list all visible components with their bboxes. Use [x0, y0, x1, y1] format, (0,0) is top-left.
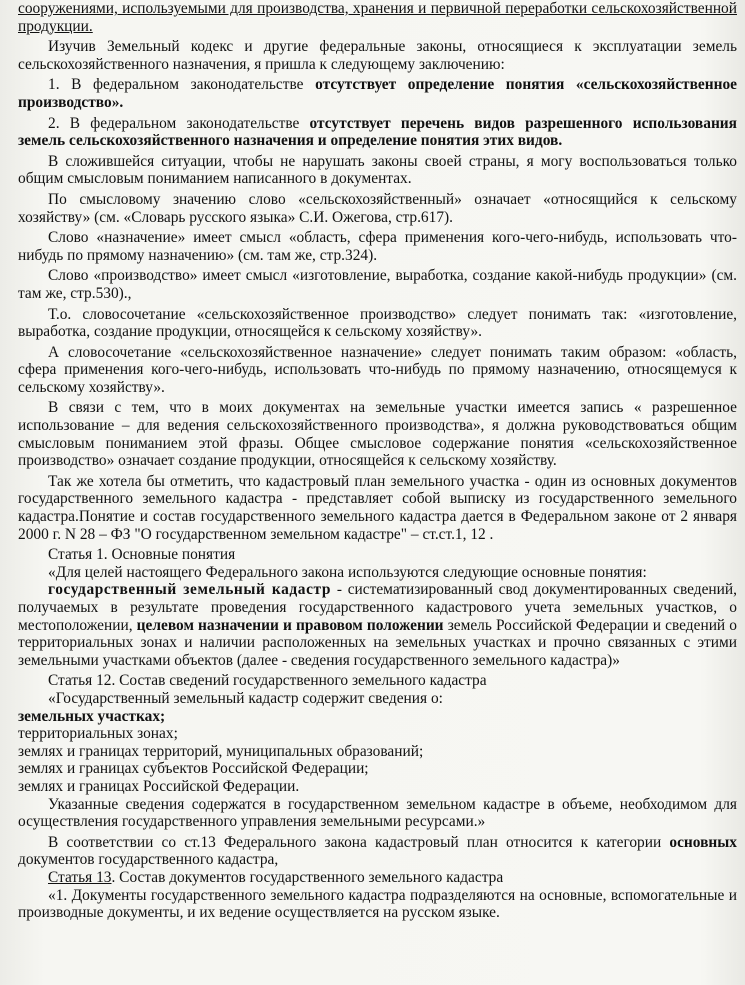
paragraph-cadastral-plan: Так же хотела бы отметить, что кадастровый план земельного участка - один из основных документов государственного земельного кадастра - представляет собой выписку из государственного земельного кадастра.Понятие и состав государственного земельного кадастра дается в Федеральном законе от 2 января 2000 г. N 28 – ФЗ "О государственном земельном кадастре" – ст.ст.1, 12 . — [18, 472, 737, 543]
paragraph-agri-purpose: А словосочетание «сельскохозяйственное назначение» следует понимать таким образом: «область, сфера применения кого-чего-нибудь, использовать что-нибудь по прямому назначению, относящемуся к сельскому хозяйству». — [18, 343, 737, 396]
paragraph-meaning-production: Слово «производство» имеет смысл «изготовление, выработка, создание какой-нибудь продукции» (см. там же, стр.530)., — [18, 267, 737, 302]
paragraph-intro: Изучив Земельный кодекс и другие федеральные законы, относящиеся к эксплуатации земель сельскохозяйственного назначения, я пришла к следующему заключению: — [18, 38, 737, 73]
article-12-closing: Указанные сведения содержатся в государственном земельном кадастре в объеме, необходимом для осуществления государственного управления земельными ресурсами.» — [18, 795, 737, 831]
paragraph-permitted-use: В связи с тем, что в моих документах на земельные участки имеется запись « разрешенное использование – для ведения сельскохозяйственного производства», я должна руководствоваться общим смысловым пониманием этой фразы. Общее смысловое содержание понятия «сельскохозяйственное производство» означает создание продукции, относящейся к сельскому хозяйству. — [18, 399, 737, 470]
paragraph-agri-production: Т.о. словосочетание «сельскохозяйственное производство» следует понимать так: «изготовление, выработка, создание продукции, относящейся к сельскому хозяйству». — [18, 305, 737, 341]
article-12-intro: «Государственный земельный кадастр содержит сведения о: — [48, 689, 443, 707]
article-13-item-1: «1. Документы государственного земельного кадастра подразделяются на основные, вспомогательные и производные документы, и их ведение осуществляется на русском языке. — [18, 886, 737, 922]
list-item: землях и границах субъектов Российской Федерации; — [18, 760, 369, 778]
list-item: земельных участках; — [18, 707, 166, 725]
top-fragment: сооружениями, используемыми для производства, хранения и первичной переработки сельскохозяйственной продукции. — [18, 0, 737, 35]
conclusion-2: 2. В федеральном законодательстве отсутствует перечень видов разрешенного использования земель сельскохозяйственного назначения и определение понятия этих видов. — [18, 114, 738, 150]
article-1-definition: государственный земельный кадастр - систематизированный свод документированных сведений, получаемых в результате проведения государственного кадастрового учета земельных участков, о местоположении, целевом назначении и правовом положении земель Российской Федерации и сведений о территориальных зонах и наличии расположенных на земельных участках и прочно связанных с этими земельными участками объектов (далее - сведения государственного земельного кадастра)» — [18, 581, 737, 669]
article-1-intro: «Для целей настоящего Федерального закона используются следующие основные понятия: — [48, 563, 647, 581]
article-1-heading: Статья 1. Основные понятия — [48, 546, 236, 564]
list-item: землях и границах Российской Федерации. — [18, 777, 300, 795]
paragraph-meaning-agri: По смысловому значению слово «сельскохозяйственный» означает «относящийся к сельскому хозяйству» (см. «Словарь русского языка» С.И. Ожегова, стр.617). — [18, 190, 737, 226]
list-item: территориальных зонах; — [18, 725, 178, 743]
paragraph-situation: В сложившейся ситуации, чтобы не нарушать законы своей страны, я могу воспользоваться только общим смысловым пониманием написанного в документах. — [18, 152, 737, 188]
article-12-heading: Статья 12. Состав сведений государственного земельного кадастра — [48, 672, 487, 690]
article-13-heading: Статья 13. Состав документов государственного земельного кадастра — [48, 868, 504, 886]
list-item: землях и границах территорий, муниципальных образований; — [18, 742, 424, 760]
paragraph-meaning-purpose: Слово «назначение» имеет смысл «область, сфера применения кого-чего-нибудь, использовать что-нибудь по прямому назначению» (см. там же, стр.324). — [18, 229, 737, 264]
paragraph-article-13-ref: В соответствии со ст.13 Федерального закона кадастровый план относится к категории основных документов государственного кадастра, — [18, 833, 737, 869]
conclusion-1: 1. В федеральном законодательстве отсутствует определение понятия «сельскохозяйственное производство». — [18, 76, 737, 111]
